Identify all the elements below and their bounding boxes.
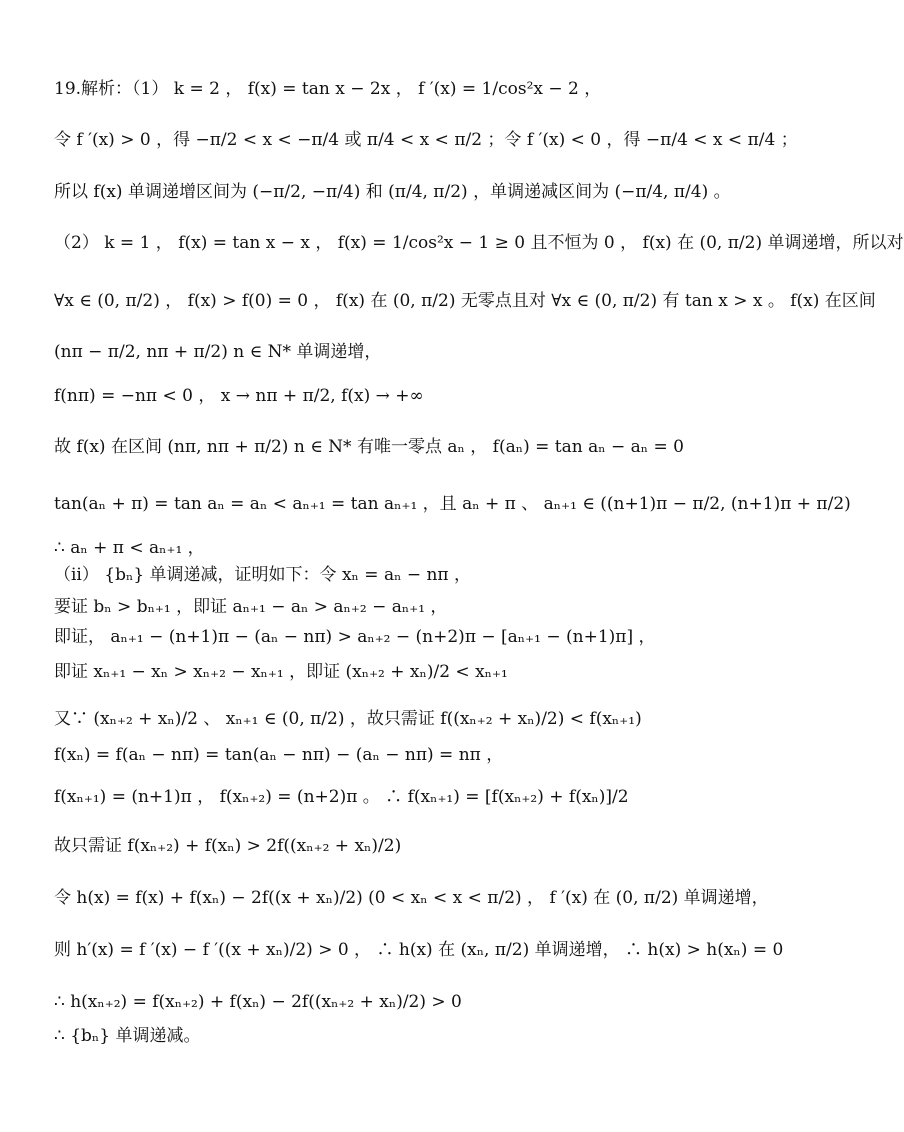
text-line: 19.解析：（1） k = 2 ， f(x) = tan x − 2x ， f ′(x) = 1/cos²x − 2 ，	[54, 79, 602, 99]
text-line: f(xₙ) = f(aₙ − nπ) = tan(aₙ − nπ) − (aₙ − nπ) = nπ ，	[54, 745, 504, 765]
text-line: （2） k = 1 ， f(x) = tan x − x ， f(x) = 1/cos²x − 1 ≥ 0 且不恒为 0 ， f(x) 在 (0, π/2) 单调递增，所以对	[54, 233, 904, 253]
text-line: 故只需证 f(xₙ₊₂) + f(xₙ) > 2f((xₙ₊₂ + xₙ)/2)	[54, 836, 402, 856]
text-line: ∀x ∈ (0, π/2) ， f(x) > f(0) = 0 ， f(x) 在 (0, π/2) 无零点且对 ∀x ∈ (0, π/2) 有 tan x > x 。 f(x) 在区间	[54, 291, 876, 311]
text-line: f(xₙ₊₁) = (n+1)π ， f(xₙ₊₂) = (n+2)π 。 ∴ f(xₙ₊₁) = [f(xₙ₊₂) + f(xₙ)]/2	[54, 787, 629, 807]
text-line: 要证 bₙ > bₙ₊₁ ，即证 aₙ₊₁ − aₙ > aₙ₊₂ − aₙ₊₁ ，	[54, 597, 448, 617]
text-line: ∴ aₙ + π < aₙ₊₁ ，	[54, 538, 205, 558]
text-line: 即证 xₙ₊₁ − xₙ > xₙ₊₂ − xₙ₊₁ ，即证 (xₙ₊₂ + xₙ)/2 < xₙ₊₁	[54, 662, 508, 682]
text-line: (nπ − π/2, nπ + π/2) n ∈ N* 单调递增，	[54, 342, 382, 362]
text-line: ∴ {bₙ} 单调递减。	[54, 1026, 201, 1046]
text-line: 则 h′(x) = f ′(x) − f ′((x + xₙ)/2) > 0 ， ∴ h(x) 在 (xₙ, π/2) 单调递增， ∴ h(x) > h(xₙ) = 0	[54, 940, 784, 960]
text-line: 故 f(x) 在区间 (nπ, nπ + π/2) n ∈ N* 有唯一零点 aₙ ， f(aₙ) = tan aₙ − aₙ = 0	[54, 437, 684, 457]
text-line: 令 h(x) = f(x) + f(xₙ) − 2f((x + xₙ)/2) (0 < xₙ < x < π/2) ， f ′(x) 在 (0, π/2) 单调递增，	[54, 888, 769, 908]
text-line: 所以 f(x) 单调递增区间为 (−π/2, −π/4) 和 (π/4, π/2) ，单调递减区间为 (−π/4, π/4) 。	[54, 182, 731, 202]
text-line: ∴ h(xₙ₊₂) = f(xₙ₊₂) + f(xₙ) − 2f((xₙ₊₂ + xₙ)/2) > 0	[54, 992, 462, 1012]
text-line: tan(aₙ + π) = tan aₙ = aₙ < aₙ₊₁ = tan aₙ₊₁ ，且 aₙ + π 、 aₙ₊₁ ∈ ((n+1)π − π/2, (n+1)π + π/2)	[54, 494, 851, 514]
text-line: 即证， aₙ₊₁ − (n+1)π − (aₙ − nπ) > aₙ₊₂ − (n+2)π − [aₙ₊₁ − (n+1)π] ，	[54, 627, 656, 647]
text-line: f(nπ) = −nπ < 0 ， x → nπ + π/2, f(x) → +∞	[54, 386, 424, 406]
text-line: （ii） {bₙ} 单调递减，证明如下：令 xₙ = aₙ − nπ ，	[54, 565, 472, 585]
text-line: 令 f ′(x) > 0 ，得 −π/2 < x < −π/4 或 π/4 < x < π/2 ；令 f ′(x) < 0 ，得 −π/4 < x < π/4 ；	[54, 130, 798, 150]
text-line: 又∵ (xₙ₊₂ + xₙ)/2 、 xₙ₊₁ ∈ (0, π/2) ，故只需证 f((xₙ₊₂ + xₙ)/2) < f(xₙ₊₁)	[54, 709, 642, 729]
